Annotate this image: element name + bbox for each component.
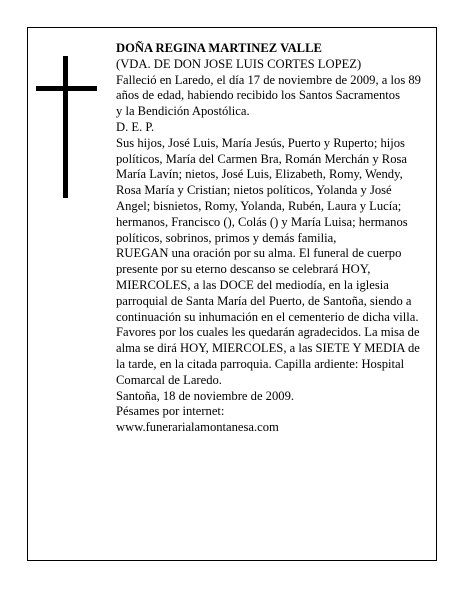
family-list: Sus hijos, José Luis, María Jesús, Puerto y Ruperto; hijos políticos, María del Carmen Bra, Román Merchán y Rosa María Lavín; nietos, José Luis, Elizabeth, Romy, Wendy, Rosa María y Cristian; nietos políticos, Yolanda y José Angel; bisnietos, Romy, Yolanda, Rubén, Laura y Lucía; hermanos, Francisco (), Colás () y María Luisa; hermanos políticos, sobrinos, primos y demás familia, <box>116 135 408 245</box>
obituary-text <box>116 41 424 436</box>
rip-line: D. E. P. <box>116 119 155 134</box>
place-date: Santoña, 18 de noviembre de 2009. <box>116 388 295 403</box>
funeral-request: RUEGAN una oración por su alma. El funeral de cuerpo presente por su eterno descanso se celebrará HOY, MIERCOLES, a las DOCE del mediodía, en la iglesia parroquial de Santa María del Puerto, de Santoña, siendo a continuación su inhumación en el cementerio de dicha villa. Favores por los cuales les quedarán agradecidos. La misa de alma se dirá HOY, MIERCOLES, a las SIETE Y MEDIA de la tarde, en la citada parroquia. Capilla ardiente: Hospital Comarcal de Laredo. <box>116 246 420 387</box>
cross-horizontal-bar <box>36 86 97 91</box>
blessing-line: y la Bendición Apostólica. <box>116 104 250 119</box>
cross-vertical-bar <box>63 56 68 198</box>
condolences-label: Pésames por internet: <box>116 404 225 419</box>
website-link[interactable]: www.funerarialamontanesa.com <box>116 420 279 435</box>
deceased-name: DOÑA REGINA MARTINEZ VALLE <box>116 41 322 55</box>
widow-of-line: (VDA. DE DON JOSE LUIS CORTES LOPEZ) <box>116 56 362 71</box>
death-details: Falleció en Laredo, el día 17 de noviembre de 2009, a los 89 años de edad, habiendo recibido los Santos Sacramentos <box>116 72 421 103</box>
